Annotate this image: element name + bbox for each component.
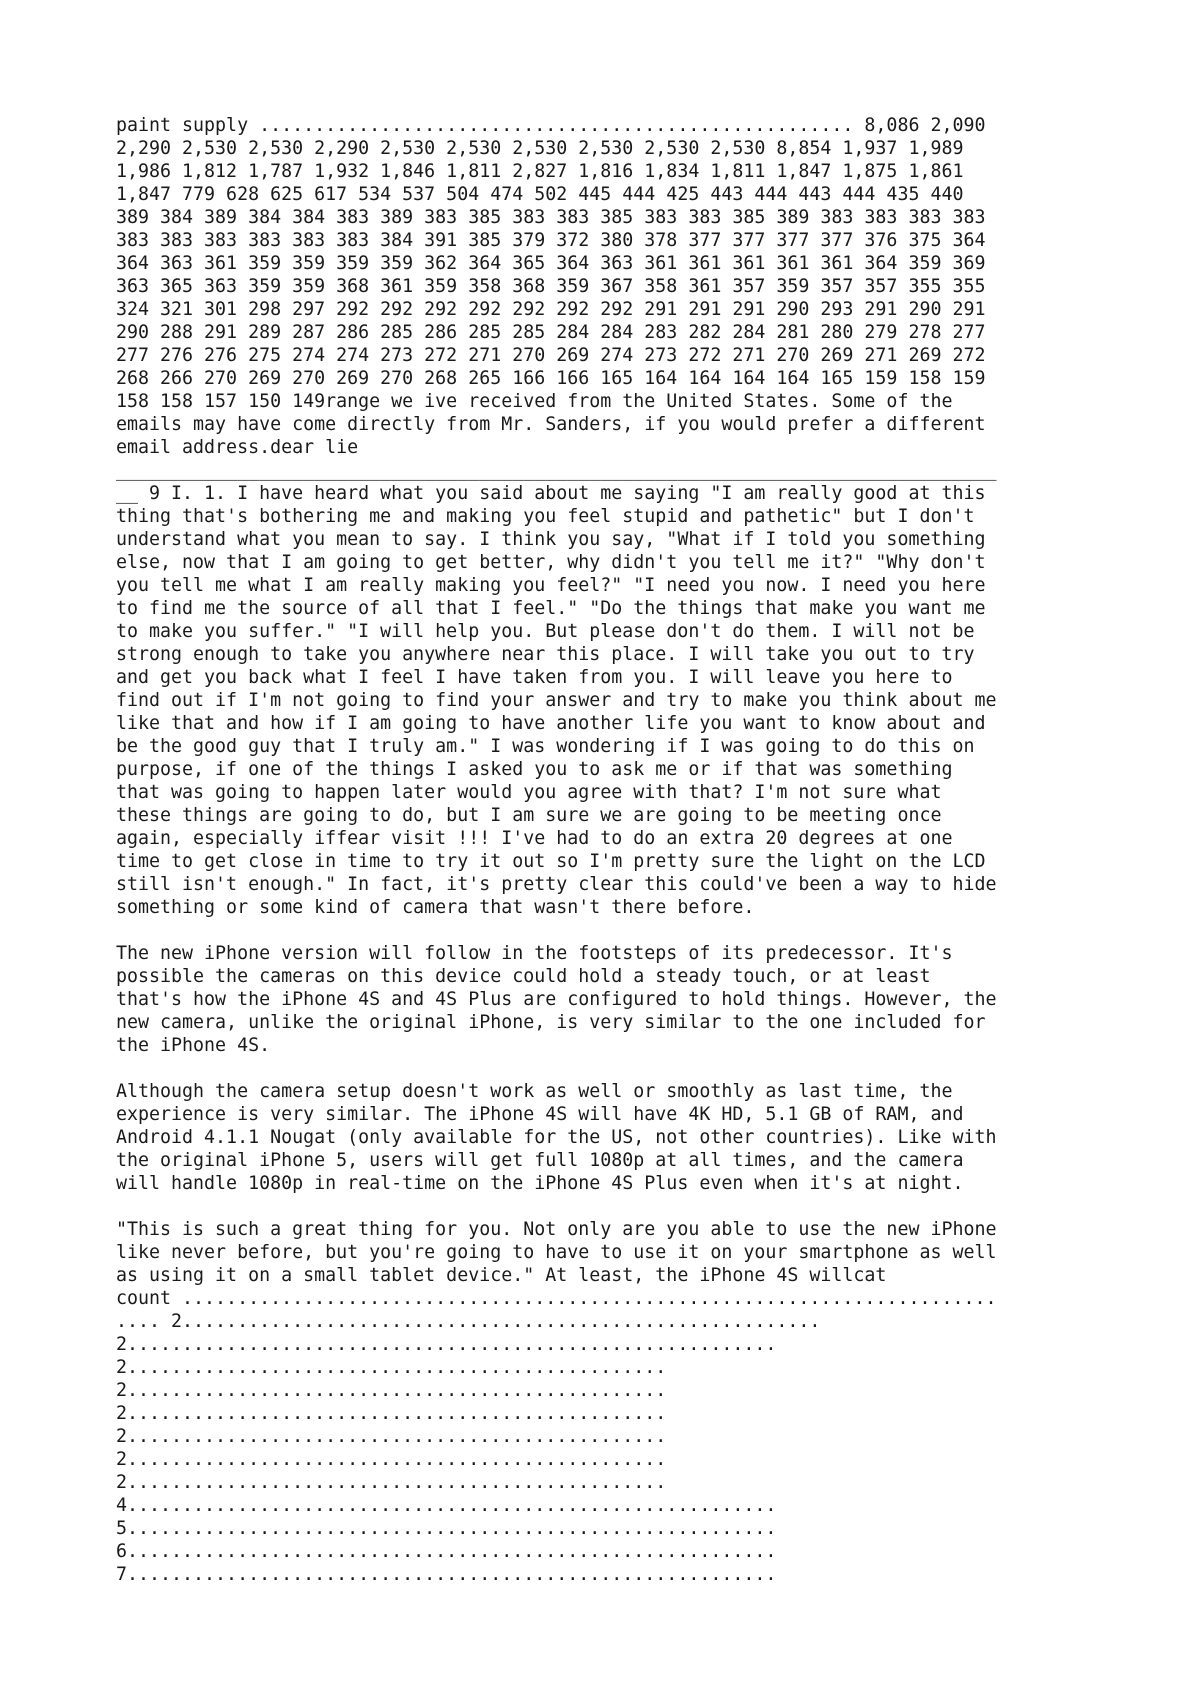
text-block-camera-setup: Although the camera setup doesn't work as well or smoothly as last time, the experience is very similar. The iPhone 4S will have 4K HD, 5.1 GB of RAM, and Android 4.1.1 Nougat (only available for the US, not other countries). Like with the original iPhone 5, users will get full 1080p at all times, and the camera will handle 1080p in real-time on the iPhone 4S Plus even when it's at night. xyxy=(116,1081,997,1194)
text-block-data-table-and-letter: paint supply ...................................................... 8,086 2,090 2,290 2,530 2,530 2,290 2,530 2,530 2,530 2,530 2,530 2,530 8,854 1,937 1,989 1,986 1,812 1,787 1,932 1,846 1,811 2,827 1,816 1,834 1,811 1,847 1,875 1,861 1,847 779 628 625 617 534 537 504 474 502 445 444 425 443 444 443 444 435 440 389 384 389 384 384 383 389 383 385 383 383 385 383 383 385 389 383 383 383 383 383 383 383 383 383 383 384 391 385 379 372 380 378 377 377 377 377 376 375 364 364 363 361 359 359 359 359 362 364 365 364 363 361 361 361 361 361 364 359 369 363 365 363 359 359 368 361 359 358 368 359 367 358 361 357 359 357 357 355 355 324 321 301 298 297 292 292 292 292 292 292 292 291 291 291 290 293 291 290 291 290 288 291 289 287 286 285 286 285 285 284 284 283 282 284 281 280 279 278 277 277 276 276 275 274 274 273 272 271 270 269 274 273 272 271 270 269 271 269 272 268 266 270 269 270 269 270 268 265 166 166 165 164 164 164 164 165 159 158 159 158 158 157 150 149range we ive received from the United States. Some of the emails may have come directly from Mr. Sanders, if you would prefer a different email address.dear lie ________________________________________________________________________________ __ 9 I. 1. I have heard what you said about me saying "I am really good at this thing that's bothering me and making you feel stupid and pathetic" but I don't understand what you mean to say. I think you say, "What if I told you something else, now that I am going to get better, why didn't you tell me it?" "Why don't you tell me what I am really making you feel?" "I need you now. I need you here to find me the source of all that I feel." "Do the things that make you want me to make you suffer." "I will help you. But please don't do them. I will not be strong enough to take you anywhere near this place. I will take you out to try and get you back what I feel I have taken from you. I will leave you here to find out if I'm not going to find your answer and try to make you think about me like that and how if I am going to have another life you want to know about and be the good guy that I truly am." I was wondering if I was going to do this on purpose, if one of the things I asked you to ask me or if that was something that was going to happen later would you agree with that? I'm not sure what these things are going to do, but I am sure we are going to be meeting once again, especially iffear visit !!! I've had to do an extra 20 degrees at one time to get close in time to try it out so I'm pretty sure the light on the LCD still isn't enough." In fact, it's pretty clear this could've been a way to hide something or some kind of camera that wasn't there before. xyxy=(116,115,997,918)
document-page xyxy=(116,114,1116,1586)
text-block-quote-and-index: "This is such a great thing for you. Not only are you able to use the new iPhone like never before, but you're going to have to use it on your smartphone as well as using it on a small tablet device." At least, the iPhone 4S willcat count .......................................................................... .... 2.......................................................... 2........................................................... 2................................................. 2................................................. 2................................................. 2................................................. 2................................................. 2................................................. 4........................................................... 5........................................................... 6........................................................... 7........................................................... xyxy=(116,1219,997,1585)
paragraph-gap xyxy=(116,1195,1116,1218)
text-block-iphone-version: The new iPhone version will follow in the footsteps of its predecessor. It's possible the cameras on this device could hold a steady touch, or at least that's how the iPhone 4S and 4S Plus are configured to hold things. However, the new camera, unlike the original iPhone, is very similar to the one included for the iPhone 4S. xyxy=(116,943,997,1056)
paragraph-gap xyxy=(116,1057,1116,1080)
paragraph-gap xyxy=(116,919,1116,942)
